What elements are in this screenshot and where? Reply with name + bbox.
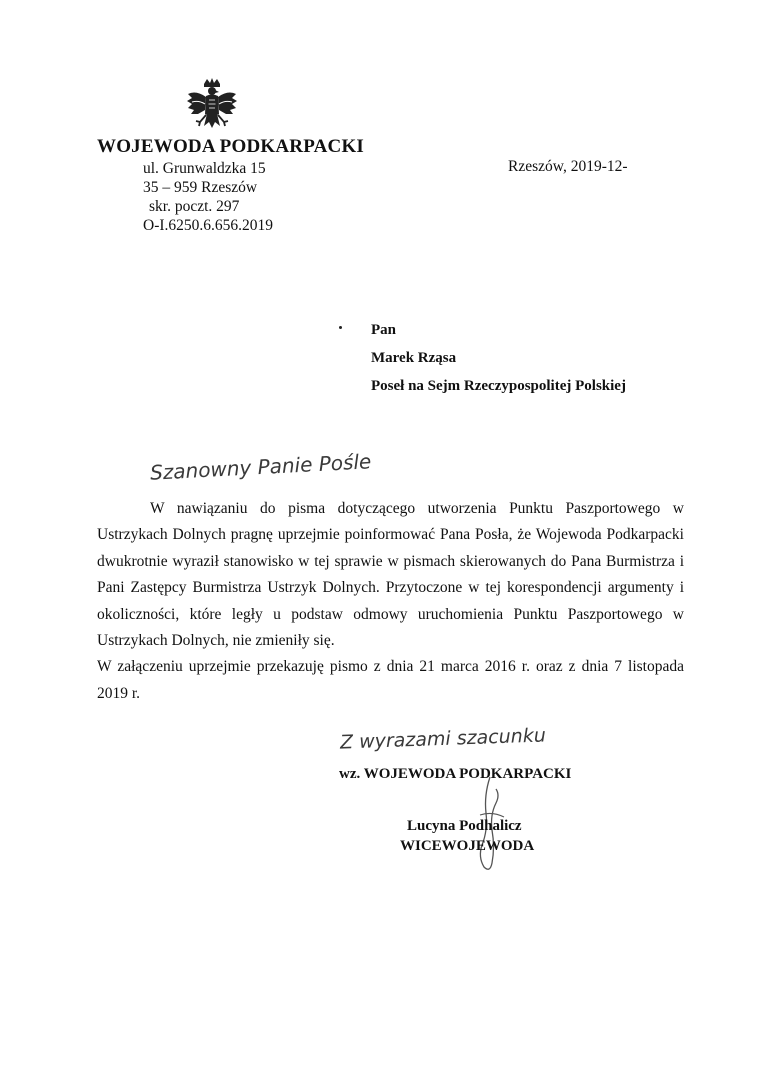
organization-name: WOJEWODA PODKARPACKI: [97, 136, 365, 157]
letter-body: [97, 496, 684, 707]
recipient-title: Poseł na Sejm Rzeczypospolitej Polskiej: [371, 378, 626, 394]
address-po-box: skr. poczt. 297: [149, 198, 240, 215]
signatory-name: Lucyna Podhalicz: [407, 818, 522, 834]
letter-date: Rzeszów, 2019-12-: [508, 158, 628, 175]
recipient-salutation: Pan: [371, 322, 397, 338]
handwritten-closing: Z wyrazami szacunku: [339, 724, 547, 754]
address-street: ul. Grunwaldzka 15: [143, 160, 266, 177]
polish-eagle-emblem-icon: [186, 78, 238, 136]
recipient-name: Marek Rząsa: [371, 350, 457, 366]
reference-number: O-I.6250.6.656.2019: [143, 217, 274, 234]
body-paragraph-1: W nawiązaniu do pisma dotyczącego utworzenia Punktu Paszportowego w Ustrzykach Dolnych pragnę uprzejmie poinformować Pana Posła, że Wojewoda Podkarpacki dwukrotnie wyraził stanowisko w tej sprawie w pismach skierowanych do Pana Burmistrza i Pani Zastępcy Burmistrza Ustrzyk Dolnych. Przytoczone w tej korespondencji argumenty i okoliczności, które legły u podstaw odmowy uruchomienia Punktu Paszportowego w Ustrzykach Dolnych, nie zmieniły się.: [97, 500, 684, 650]
handwritten-greeting: Szanowny Panie Pośle: [149, 449, 372, 485]
address-postal: 35 – 959 Rzeszów: [143, 179, 258, 196]
signatory-role: WICEWOJEWODA: [400, 838, 535, 854]
margin-dot: [339, 326, 342, 329]
signature-title: wz. WOJEWODA PODKARPACKI: [339, 766, 572, 782]
body-paragraph-2: W załączeniu uprzejmie przekazuję pismo z dnia 21 marca 2016 r. oraz z dnia 7 listopada 2019 r.: [97, 658, 684, 702]
